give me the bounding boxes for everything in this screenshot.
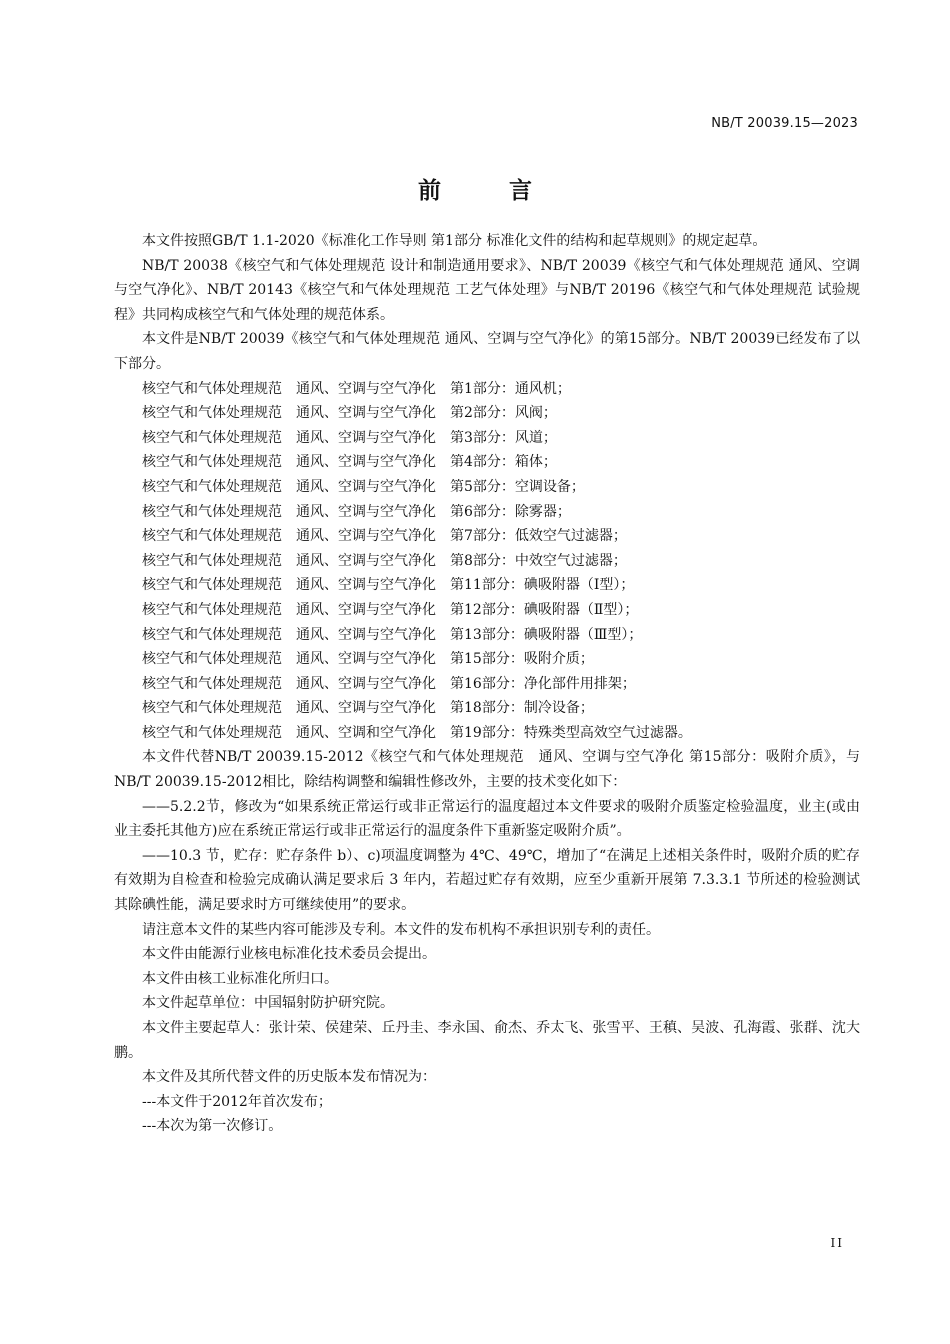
list-item: 核空气和气体处理规范 通风、空调与空气净化 第6部分：除雾器； xyxy=(142,503,571,520)
list-item: 核空气和气体处理规范 通风、空调与空气净化 第15部分：吸附介质； xyxy=(142,651,594,668)
paragraph: 本文件主要起草人：张计荣、侯建荣、丘丹圭、李永国、俞杰、乔太飞、张雪平、王稹、吴波、孔海霞、张群、沈大鹏。 xyxy=(114,1020,860,1061)
paragraph: ---本次为第一次修订。 xyxy=(142,1118,283,1135)
page-title: 前 言 xyxy=(417,178,562,204)
paragraph: 本文件及其所代替文件的历史版本发布情况为： xyxy=(142,1069,436,1086)
list-item: 核空气和气体处理规范 通风、空调与空气净化 第5部分：空调设备； xyxy=(142,478,585,495)
list-item: 核空气和气体处理规范 通风、空调和空气净化 第19部分：特殊类型高效空气过滤器。 xyxy=(142,724,692,741)
paragraph: 本文件按照GB/T 1.1-2020《标准化工作导则 第1部分 标准化文件的结构和起草规则》的规定起草。 xyxy=(142,233,767,249)
paragraph: 本文件是NB/T 20039《核空气和气体处理规范 通风、空调与空气净化》的第15部分。NB/T 20039已经发布了以下部分。 xyxy=(114,331,860,372)
paragraph: 本文件起草单位：中国辐射防护研究院。 xyxy=(142,995,394,1012)
document-code: NB/T 20039.15—2023 xyxy=(711,116,858,131)
list-item: 核空气和气体处理规范 通风、空调与空气净化 第18部分：制冷设备； xyxy=(142,700,594,717)
list-item: 核空气和气体处理规范 通风、空调与空气净化 第1部分：通风机； xyxy=(142,380,571,397)
paragraph: ——10.3 节，贮存：贮存条件 b）、c)项温度调整为 4℃、49℃，增加了“在满足上述相关条件时，吸附介质的贮存有效期为自检查和检验完成确认满足要求后 3 年内，若超过贮存有效期，应至少重新开展第 7.3.3.1 节所述的检验测试其除碘性能，满足要求时方可继续使用”的要求。 xyxy=(114,847,860,914)
list-item: 核空气和气体处理规范 通风、空调与空气净化 第11部分：碘吸附器（Ⅰ型）； xyxy=(142,577,635,594)
list-item: 核空气和气体处理规范 通风、空调与空气净化 第7部分：低效空气过滤器； xyxy=(142,528,627,545)
foreword-body xyxy=(114,229,860,1139)
list-item: 核空气和气体处理规范 通风、空调与空气净化 第4部分：箱体； xyxy=(142,454,557,471)
list-item: 核空气和气体处理规范 通风、空调与空气净化 第16部分：净化部件用排架； xyxy=(142,675,636,692)
page-number: II xyxy=(830,1236,844,1250)
list-item: 核空气和气体处理规范 通风、空调与空气净化 第12部分：碘吸附器（Ⅱ型）； xyxy=(142,601,639,618)
list-item: 核空气和气体处理规范 通风、空调与空气净化 第3部分：风道； xyxy=(142,429,557,446)
list-item: 核空气和气体处理规范 通风、空调与空气净化 第2部分：风阀； xyxy=(142,405,557,422)
paragraph: ---本文件于2012年首次发布； xyxy=(142,1093,332,1110)
list-item: 核空气和气体处理规范 通风、空调与空气净化 第8部分：中效空气过滤器； xyxy=(142,552,627,569)
parts-list xyxy=(114,377,860,746)
paragraph: 本文件由核工业标准化所归口。 xyxy=(142,970,338,987)
paragraph: ——5.2.2节，修改为“如果系统正常运行或非正常运行的温度超过本文件要求的吸附介质鉴定检验温度，业主(或由业主委托其他方)应在系统正常运行或非正常运行的温度条件下重新鉴定吸附介质”。 xyxy=(114,798,860,840)
paragraph: 本文件代替NB/T 20039.15-2012《核空气和气体处理规范 通风、空调与空气净化 第15部分：吸附介质》，与NB/T 20039.15-2012相比，除结构调整和编辑性修改外，主要的技术变化如下： xyxy=(114,749,860,791)
paragraph: 本文件由能源行业核电标准化技术委员会提出。 xyxy=(142,946,436,963)
paragraph: 请注意本文件的某些内容可能涉及专利。本文件的发布机构不承担识别专利的责任。 xyxy=(142,921,660,938)
paragraph: NB/T 20038《核空气和气体处理规范 设计和制造通用要求》、NB/T 20039《核空气和气体处理规范 通风、空调与空气净化》、NB/T 20143《核空气和气体处理规范 工艺气体处理》与NB/T 20196《核空气和气体处理规范 试验规程》共同构成核空气和气体处理的规范体系。 xyxy=(114,257,860,323)
list-item: 核空气和气体处理规范 通风、空调与空气净化 第13部分：碘吸附器（Ⅲ型）； xyxy=(142,626,643,643)
